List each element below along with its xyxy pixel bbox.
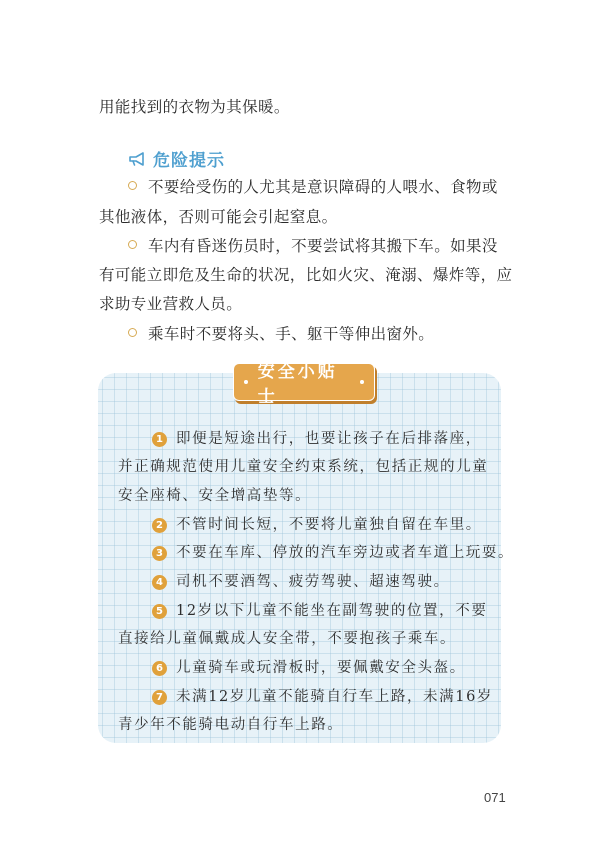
tip-number-badge: 2 <box>152 518 167 533</box>
danger-line: 求助专业营救人员。 <box>99 295 243 313</box>
danger-heading-text: 危险提示 <box>153 151 225 171</box>
tip-line: 儿童骑车或玩滑板时，要佩戴安全头盔。 <box>176 660 466 676</box>
bullet-dot <box>128 328 137 337</box>
danger-line: 车内有昏迷伤员时，不要尝试将其搬下车。如果没 <box>148 237 498 255</box>
tip-line: 不要在车库、停放的汽车旁边或者车道上玩耍。 <box>176 545 515 561</box>
danger-line: 不要给受伤的人尤其是意识障碍的人喂水、食物或 <box>148 178 498 196</box>
tip-line: 即便是短途出行，也要让孩子在后排落座， <box>176 431 482 447</box>
page-number: 071 <box>484 790 506 805</box>
danger-line: 乘车时不要将头、手、躯干等伸出窗外。 <box>148 325 435 343</box>
danger-heading <box>128 146 225 171</box>
tip-number-badge: 3 <box>152 546 167 561</box>
bullet-dot <box>128 240 137 249</box>
badge-dot <box>360 380 364 384</box>
megaphone-icon <box>128 151 148 167</box>
tip-number-badge: 7 <box>152 690 167 705</box>
tip-line: 12岁以下儿童不能坐在副驾驶的位置，不要 <box>176 603 488 619</box>
tip-number-badge: 4 <box>152 575 167 590</box>
bullet-dot <box>128 181 137 190</box>
tip-line: 并正确规范使用儿童安全约束系统，包括正规的儿童 <box>118 459 489 475</box>
tip-line: 不管时间长短，不要将儿童独自留在车里。 <box>176 517 482 533</box>
tip-number-badge: 5 <box>152 604 167 619</box>
safety-tips-title: 安全小贴士 <box>257 362 338 407</box>
tip-line: 安全座椅、安全增高垫等。 <box>118 488 312 504</box>
tip-line: 未满12岁儿童不能骑自行车上路，未满16岁 <box>176 689 493 705</box>
danger-line: 有可能立即危及生命的状况，比如火灾、淹溺、爆炸等，应 <box>99 266 513 284</box>
danger-line: 其他液体，否则可能会引起窒息。 <box>99 208 338 226</box>
tip-number-badge: 6 <box>152 661 167 676</box>
tip-line: 直接给儿童佩戴成人安全带，不要抱孩子乘车。 <box>118 631 457 647</box>
tip-line: 司机不要酒驾、疲劳驾驶、超速驾驶。 <box>176 574 450 590</box>
tip-number-badge: 1 <box>152 432 167 447</box>
badge-dot <box>244 380 248 384</box>
intro-line: 用能找到的衣物为其保暖。 <box>99 98 290 116</box>
tip-line: 青少年不能骑电动自行车上路。 <box>118 717 344 733</box>
safety-tips-badge <box>233 362 375 407</box>
